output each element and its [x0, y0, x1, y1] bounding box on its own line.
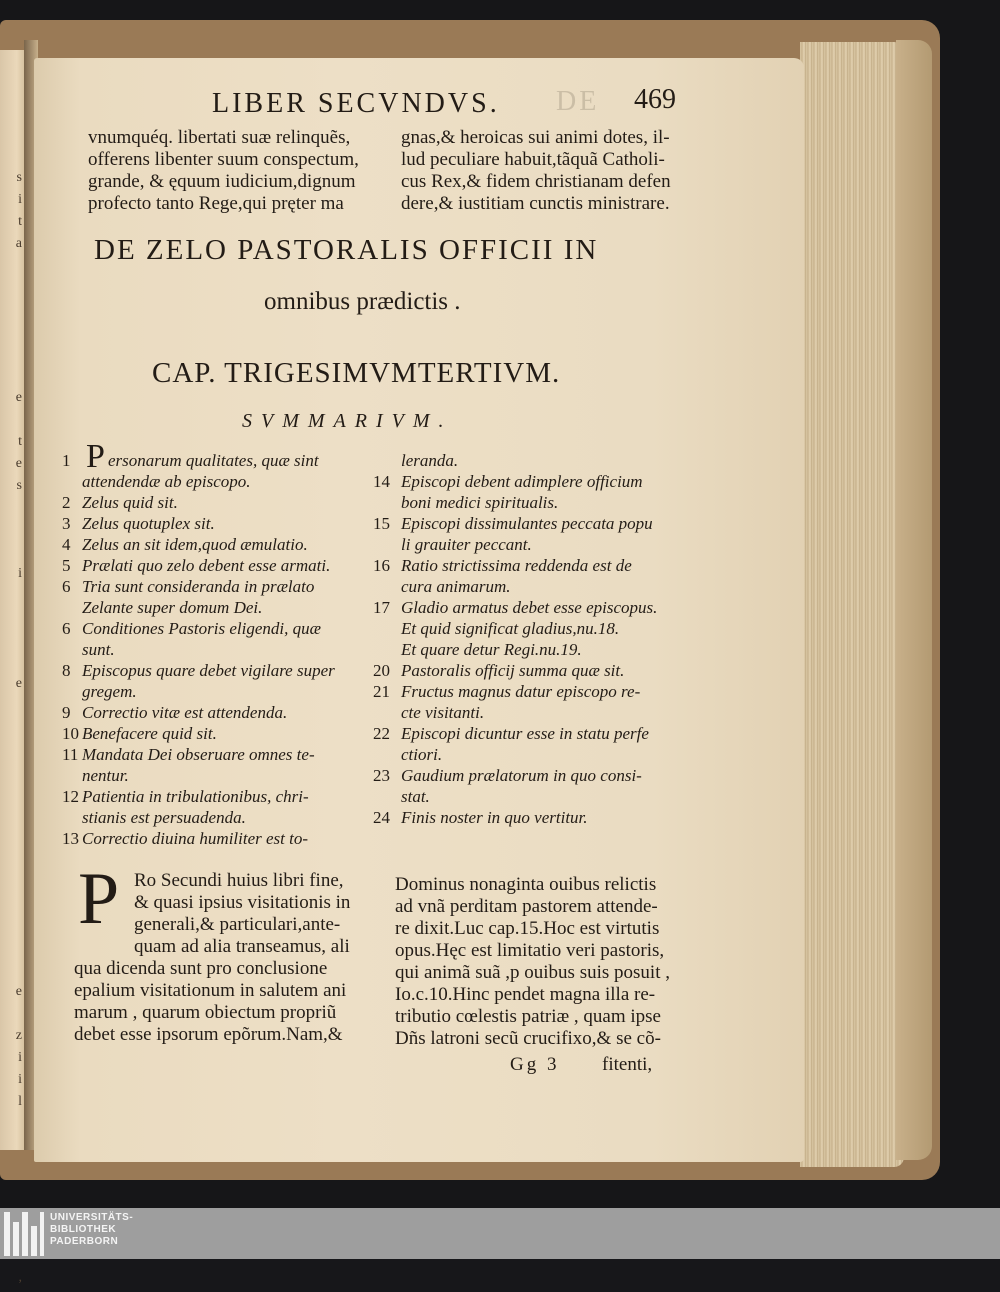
summary-entry — [373, 765, 703, 786]
left-page-bleed-letter: s — [16, 170, 22, 185]
left-page-bleed-letter: e — [15, 456, 22, 471]
summary-entry — [62, 618, 382, 639]
summary-entry — [373, 639, 703, 660]
left-page-bleed-letter — [2, 962, 22, 984]
summary-entry-text: Ratio strictissima reddenda est de — [401, 556, 632, 575]
summary-entry-number: 5 — [62, 556, 71, 575]
summary-entry-text: Correctio vitæ est attendenda. — [82, 703, 288, 722]
summary-entry — [62, 744, 382, 765]
left-page-bleed-letter — [2, 742, 22, 764]
top-text-right-column — [401, 127, 671, 215]
left-page-bleed-letter — [2, 654, 22, 676]
summary-entry-text: gregem. — [82, 682, 137, 701]
summary-entry-text: Et quare detur Regi.nu.19. — [401, 640, 582, 659]
summary-entry — [62, 723, 382, 744]
library-logo-icon — [4, 1212, 44, 1256]
summary-left-column — [62, 438, 382, 849]
catchword: fitenti, — [602, 1054, 653, 1075]
body-text-line: debet esse ipsorum epõrum.Nam,& — [74, 1024, 343, 1045]
library-name — [50, 1212, 133, 1248]
summary-entry-text: sunt. — [82, 640, 115, 659]
summary-entry — [373, 660, 703, 681]
summary-entry — [62, 765, 382, 786]
left-page-bleed-letter: i — [18, 192, 22, 207]
summary-entry-number: 4 — [62, 535, 71, 554]
left-page-bleed-letter — [2, 258, 22, 280]
body-left-column — [74, 870, 350, 1046]
chapter-heading: DE ZELO PASTORALIS OFFICII IN — [94, 234, 599, 266]
left-page-bleed-letter — [2, 830, 22, 852]
summary-entry-text: Episcopi dicuntur esse in statu perfe — [401, 724, 649, 743]
left-page-bleed-letter — [2, 852, 22, 874]
summary-entry — [62, 555, 382, 576]
summary-entry-number: 20 — [373, 661, 390, 680]
body-text-line: ad vnã perditam pastorem attende- — [395, 896, 658, 917]
chapter-number: CAP. TRIGESIMVMTERTIVM. — [152, 357, 561, 389]
summary-entry — [62, 828, 382, 849]
summary-entry-text: Zelante super domum Dei. — [82, 598, 263, 617]
summary-entry — [62, 660, 382, 681]
text-line: lud peculiare habuit,tãquã Catholi- — [401, 149, 665, 170]
summary-entry-number: 12 — [62, 787, 79, 806]
left-page-bleed-letter — [2, 940, 22, 962]
summary-entry — [62, 807, 382, 828]
left-page-bleed-letter — [2, 588, 22, 610]
summary-entry-number: 9 — [62, 703, 71, 722]
summary-entry-number: 11 — [62, 745, 79, 764]
summary-entry-number: 3 — [62, 514, 71, 533]
text-line: grande, & ęquum iudicium,dignum — [88, 171, 356, 192]
left-page-bleed-letter — [2, 324, 22, 346]
summary-entry-text: li grauiter peccant. — [401, 535, 532, 554]
summary-entry-number: 24 — [373, 808, 390, 827]
body-text-line: re dixit.Luc cap.15.Hoc est virtutis — [395, 918, 660, 939]
left-page-bleed-letter — [2, 1116, 22, 1138]
summary-entry-text: Finis noster in quo vertitur. — [401, 808, 588, 827]
summary-entry-text: cura animarum. — [401, 577, 511, 596]
page-fore-edge — [800, 42, 904, 1167]
summary-entry-text: leranda. — [401, 451, 459, 470]
left-page-bleed-letter — [2, 280, 22, 302]
left-page-bleed-letter: e — [15, 390, 22, 405]
summary-entry-number: 1 — [62, 451, 71, 470]
left-page-bleed-letter — [2, 500, 22, 522]
summary-entry-number: 21 — [373, 682, 390, 701]
running-head: LIBER SECVNDVS. — [212, 88, 500, 119]
left-page-bleed-letter: e — [15, 984, 22, 999]
summary-entry-text: Zelus an sit idem,quod æmulatio. — [82, 535, 308, 554]
left-page-bleed-letter — [2, 1160, 22, 1182]
left-page-bleed-letter — [2, 346, 22, 368]
summary-entry — [62, 450, 382, 471]
text-line: profecto tanto Rege,qui pręter ma — [88, 193, 344, 214]
summary-entry-number: 23 — [373, 766, 390, 785]
left-page-bleed-letters — [2, 170, 22, 1292]
summary-entry — [62, 786, 382, 807]
left-page-bleed-letter: a — [15, 236, 22, 251]
library-name-line: PADERBORN — [50, 1236, 119, 1247]
left-page-bleed-letter — [2, 874, 22, 896]
left-page-bleed-letter — [2, 720, 22, 742]
summary-entry — [373, 786, 703, 807]
body-text-line: tributio cœlestis patriæ , quam ipse — [395, 1006, 661, 1027]
body-text-line: generali,& particulari,ante- — [134, 914, 341, 935]
summary-entry-text: stat. — [401, 787, 430, 806]
text-line: vnumquéq. libertati suæ relinquẽs, — [88, 127, 351, 148]
left-page-bleed-letter — [2, 918, 22, 940]
summary-entry-number: 22 — [373, 724, 390, 743]
body-text-line: Dñs latroni secũ crucifixo,& se cõ- — [395, 1028, 661, 1049]
drop-cap: P — [78, 858, 120, 940]
page-number: 469 — [634, 84, 676, 115]
left-page-bleed-letter: e — [15, 676, 22, 691]
left-page-bleed-letter — [2, 808, 22, 830]
summary-entry — [62, 492, 382, 513]
left-page-bleed-letter: z — [15, 1028, 22, 1043]
left-page-bleed-letter: i — [18, 1050, 22, 1065]
summary-entry-text: Tria sunt consideranda in prælato — [82, 577, 315, 596]
summary-entry — [62, 471, 382, 492]
left-page-bleed-letter — [2, 544, 22, 566]
summary-entry-text: boni medici spiritualis. — [401, 493, 559, 512]
summary-entry-number: 6 — [62, 619, 71, 638]
summary-entry-number: 10 — [62, 724, 79, 743]
body-text-line: marum , quarum obiectum propriũ — [74, 1002, 337, 1023]
left-page-bleed-letter — [2, 1182, 22, 1204]
text-line: cus Rex,& fidem christianam defen — [401, 171, 671, 192]
summary-entry-text: Episcopi debent adimplere officium — [401, 472, 643, 491]
left-page-bleed-letter — [2, 764, 22, 786]
summary-entry-text: cte visitanti. — [401, 703, 485, 722]
summary-entry-text: Mandata Dei obseruare omnes te- — [82, 745, 315, 764]
summary-entry — [373, 702, 703, 723]
summary-entry-number: 14 — [373, 472, 390, 491]
summary-entry — [373, 534, 703, 555]
summary-entry-text: Benefacere quid sit. — [82, 724, 217, 743]
summary-entry-number: 8 — [62, 661, 71, 680]
summary-entry-text: Gladio armatus debet esse episcopus. — [401, 598, 658, 617]
library-name-line: BIBLIOTHEK — [50, 1224, 117, 1235]
summary-entry-text: Episcopi dissimulantes peccata popu — [401, 514, 653, 533]
body-text-line: quam ad alia transeamus, ali — [134, 936, 350, 957]
summary-entry — [373, 513, 703, 534]
text-line: offerens libenter suum conspectum, — [88, 149, 359, 170]
summary-entry — [373, 618, 703, 639]
left-page-bleed-letter: s — [16, 478, 22, 493]
text-line: gnas,& heroicas sui animi dotes, il- — [401, 127, 670, 148]
left-page-bleed-letter — [2, 1138, 22, 1160]
summary-entry-text: ctiori. — [401, 745, 443, 764]
left-page-bleed-letter — [2, 412, 22, 434]
summary-entry — [62, 702, 382, 723]
body-text-line: Ro Secundi huius libri fine, — [134, 870, 344, 891]
summary-entry-text: nentur. — [82, 766, 129, 785]
summary-entry-text: Zelus quotuplex sit. — [82, 514, 215, 533]
summary-entry-number: 17 — [373, 598, 390, 617]
summary-entry-text: Prælati quo zelo debent esse armati. — [82, 556, 331, 575]
summary-entry-text: attendendæ ab episcopo. — [82, 472, 251, 491]
left-page-bleed-letter: i — [18, 566, 22, 581]
left-page-bleed-letter: , — [18, 1270, 22, 1285]
summary-entry-text: Conditiones Pastoris eligendi, quæ — [82, 619, 321, 638]
top-text-left-column — [88, 127, 359, 215]
body-text-line: opus.Hęc est limitatio veri pastoris, — [395, 940, 665, 961]
left-page-bleed-letter — [2, 1006, 22, 1028]
summary-entry-number: 2 — [62, 493, 71, 512]
summary-entry-text: Fructus magnus datur episcopo re- — [401, 682, 641, 701]
body-text-line: Dominus nonaginta ouibus relictis — [395, 874, 657, 895]
summary-entry-text: Patientia in tribulationibus, chri- — [82, 787, 309, 806]
summary-entry-text: Et quid significat gladius,nu.18. — [401, 619, 620, 638]
summary-right-column — [373, 450, 703, 828]
book-back-cover — [896, 40, 932, 1160]
body-text-line: qua dicenda sunt pro conclusione — [74, 958, 328, 979]
library-name-line: UNIVERSITÄTS- — [50, 1212, 134, 1223]
summarium-heading: SVMMARIVM. — [242, 410, 453, 432]
left-page-bleed-letter — [2, 302, 22, 324]
left-page-bleed-letter — [2, 368, 22, 390]
left-page-bleed-letter — [2, 896, 22, 918]
summary-entry-text: Episcopus quare debet vigilare super — [82, 661, 335, 680]
summary-entry — [373, 597, 703, 618]
left-page-bleed-letter — [2, 632, 22, 654]
summary-entry-text: Zelus quid sit. — [82, 493, 178, 512]
summary-entry — [373, 555, 703, 576]
body-text-line: & quasi ipsius visitationis in — [134, 892, 351, 913]
summary-entry — [373, 744, 703, 765]
left-page-bleed-letter: l — [18, 1094, 22, 1109]
left-page-bleed-letter — [2, 698, 22, 720]
body-text-line: Io.c.10.Hinc pendet magna illa re- — [395, 984, 656, 1005]
summary-entry — [62, 639, 382, 660]
summary-entry-text: stianis est persuadenda. — [82, 808, 246, 827]
left-page-bleed-letter — [2, 522, 22, 544]
summary-entry-text: ersonarum qualitates, quæ sint — [108, 451, 319, 470]
summary-entry — [62, 597, 382, 618]
summary-entry-text: Correctio diuina humiliter est to- — [82, 829, 309, 848]
chapter-heading-continued: omnibus prædictis . — [264, 288, 461, 315]
summary-entry-number: 6 — [62, 577, 71, 596]
body-right-column — [395, 874, 670, 1050]
summary-entry — [62, 681, 382, 702]
summary-entry — [62, 534, 382, 555]
left-page-bleed-letter — [2, 610, 22, 632]
left-page-bleed-letter: i — [18, 1072, 22, 1087]
summary-entry-number: 13 — [62, 829, 79, 848]
summary-entry — [373, 450, 703, 471]
summary-entry — [373, 723, 703, 744]
body-text-line: epalium visitationum in salutem ani — [74, 980, 347, 1001]
left-page-bleed-letter — [2, 786, 22, 808]
summary-entry-number: 15 — [373, 514, 390, 533]
summary-entry-text: Pastoralis officij summa quæ sit. — [401, 661, 625, 680]
signature-mark: Gg 3 — [510, 1054, 560, 1075]
summary-entry — [373, 576, 703, 597]
summary-entry — [373, 492, 703, 513]
library-footer-bar — [0, 1208, 1000, 1259]
body-text-line: qui animã suã ,p ouibus suis posuit , — [395, 962, 670, 983]
summary-entry — [373, 471, 703, 492]
summary-initial-letter: P — [86, 438, 105, 475]
summary-entry-number: 16 — [373, 556, 390, 575]
left-page-bleed-letter: t — [18, 214, 22, 229]
summary-entry-text: Gaudium prælatorum in quo consi- — [401, 766, 642, 785]
summary-entry — [373, 807, 703, 828]
summary-entry — [62, 513, 382, 534]
text-line: dere,& iustitiam cunctis ministrare. — [401, 193, 670, 214]
left-page-bleed-letter: t — [18, 434, 22, 449]
summary-entry — [62, 576, 382, 597]
summary-entry — [373, 681, 703, 702]
bleed-through-text: DE — [556, 86, 600, 117]
